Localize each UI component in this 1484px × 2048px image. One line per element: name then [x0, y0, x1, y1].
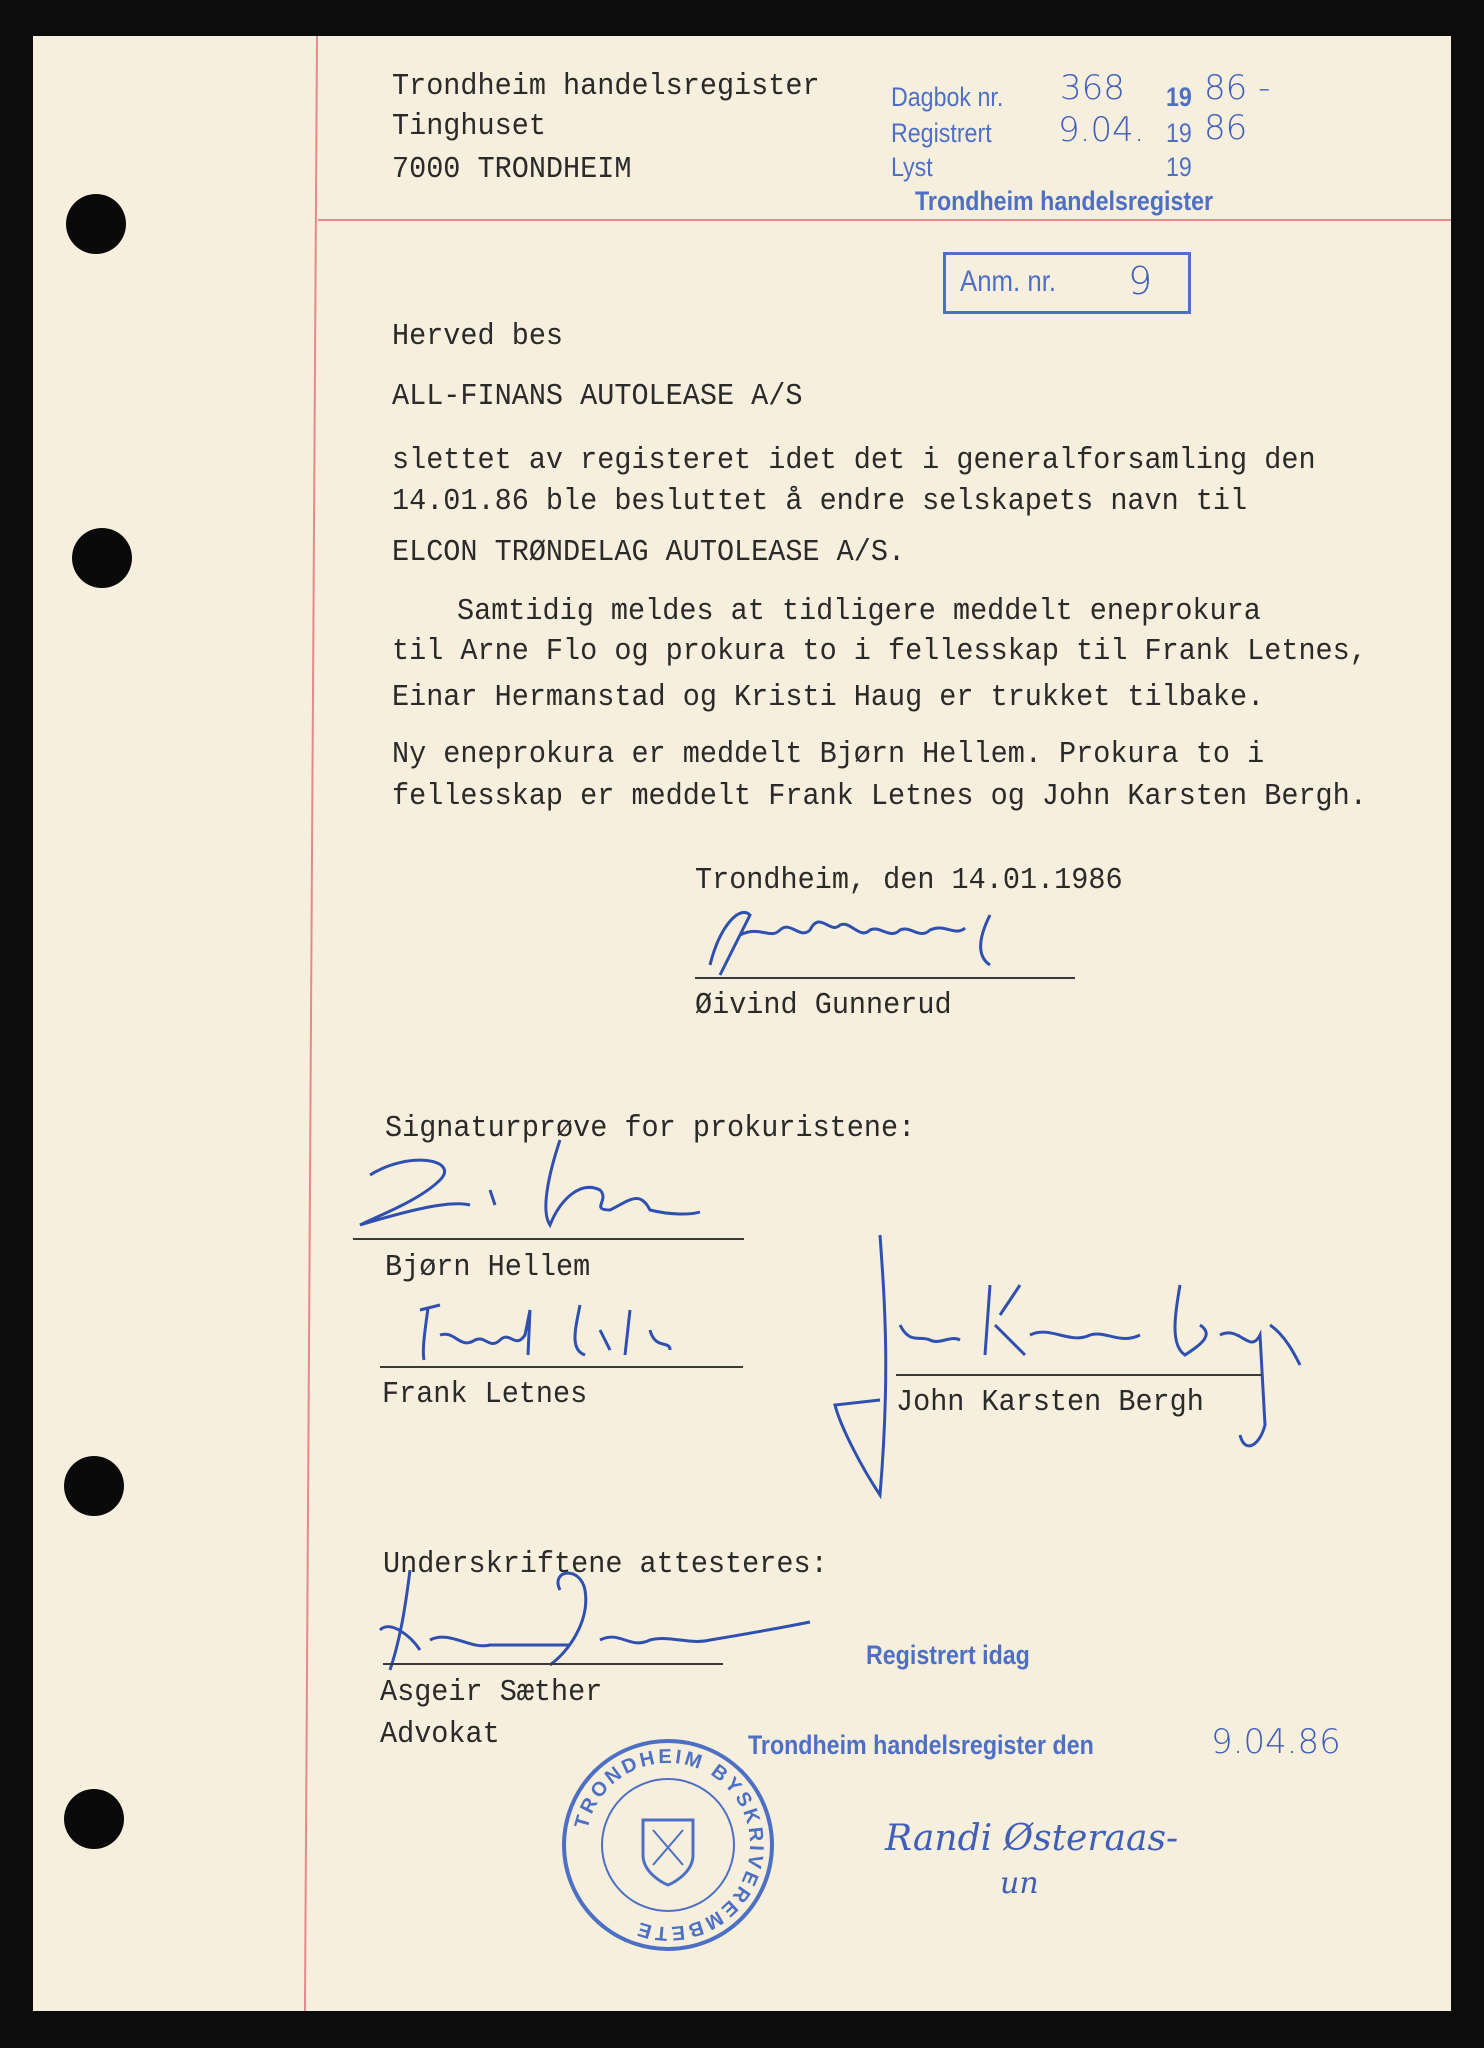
signature-gunnerud [690, 895, 1090, 985]
signature-line [695, 977, 1075, 979]
margin-line-horizontal [318, 219, 1451, 221]
signature-saether [370, 1560, 820, 1680]
punch-hole [64, 1789, 124, 1849]
prokurist-name: Bjørn Hellem [385, 1249, 591, 1285]
body-line: Einar Hermanstad og Kristi Haug er trukket tilbake. [392, 679, 1265, 715]
signature-letnes [400, 1290, 730, 1370]
anm-number-box [943, 252, 1191, 314]
anm-number: 9 [1128, 259, 1153, 303]
official-seal [558, 1735, 778, 1955]
letterhead-line3: 7000 TRONDHEIM [392, 151, 632, 187]
place-date: Trondheim, den 14.01.1986 [695, 862, 1123, 898]
dagbok-year-prefix: 19 [1166, 82, 1192, 112]
dagbok-year: 86 - [1204, 68, 1271, 108]
coat-of-arms-icon [643, 1820, 693, 1885]
body-line: slettet av registeret idet det i generalforsamling den [392, 442, 1316, 478]
company-name-new: ELCON TRØNDELAG AUTOLEASE A/S. [392, 534, 906, 570]
signature-line [383, 1663, 723, 1665]
company-name-old: ALL-FINANS AUTOLEASE A/S [392, 378, 803, 414]
punch-hole [72, 528, 132, 588]
registered-office-stamp: Trondheim handelsregister den [748, 1730, 1094, 1760]
dagbok-label: Dagbok nr. [891, 82, 1004, 112]
signature-line [896, 1374, 1262, 1376]
registered-today-stamp: Registrert idag [866, 1640, 1030, 1670]
body-line: til Arne Flo og prokura to i fellesskap til Frank Letnes, [392, 633, 1367, 669]
anm-label: Anm. nr. [960, 265, 1057, 298]
prokurist-name: Frank Letnes [382, 1376, 588, 1412]
prokurist-name: John Karsten Bergh [896, 1384, 1204, 1420]
punch-hole [64, 1456, 124, 1516]
attester-name: Asgeir Sæther [380, 1674, 603, 1710]
attest-heading: Underskriftene attesteres: [383, 1546, 828, 1582]
signature-bergh [820, 1225, 1310, 1505]
body-line: fellesskap er meddelt Frank Letnes og John Karsten Bergh. [392, 778, 1367, 814]
register-office: Trondheim handelsregister [915, 186, 1214, 216]
lyst-label: Lyst [891, 152, 933, 182]
registered-date: 9.04.86 [1211, 1722, 1341, 1762]
dagbok-number: 368 [1060, 68, 1125, 108]
body-line: Ny eneprokura er meddelt Bjørn Hellem. Prokura to i [392, 736, 1265, 772]
registrert-year: 86 [1204, 108, 1248, 148]
seal-text: TRONDHEIM BYSKRIVEREMBETE [570, 1745, 768, 1945]
body-line: 14.01.86 ble besluttet å endre selskapets navn til [392, 483, 1248, 519]
body-line: Herved bes [392, 318, 564, 354]
registrert-label: Registrert [891, 118, 992, 148]
registrar-signature-cont: un [1000, 1866, 1039, 1901]
signature-line [380, 1366, 743, 1368]
signer-name: Øivind Gunnerud [695, 987, 952, 1023]
registrert-date: 9.04. [1058, 110, 1145, 150]
letterhead-line1: Trondheim handelsregister [392, 68, 820, 104]
signature-heading: Signaturprøve for prokuristene: [385, 1110, 916, 1146]
signature-hellem [350, 1130, 710, 1240]
registrar-signature: Randi Østeraas- [885, 1818, 1179, 1859]
signature-line [353, 1238, 744, 1240]
punch-hole [66, 194, 126, 254]
registrert-year-prefix: 19 [1166, 118, 1192, 148]
lyst-year-prefix: 19 [1166, 152, 1192, 182]
attester-title: Advokat [380, 1716, 500, 1752]
letterhead-line2: Tinghuset [392, 108, 546, 144]
document-page [33, 36, 1451, 2011]
body-line: Samtidig meldes at tidligere meddelt eneprokura [457, 593, 1261, 629]
